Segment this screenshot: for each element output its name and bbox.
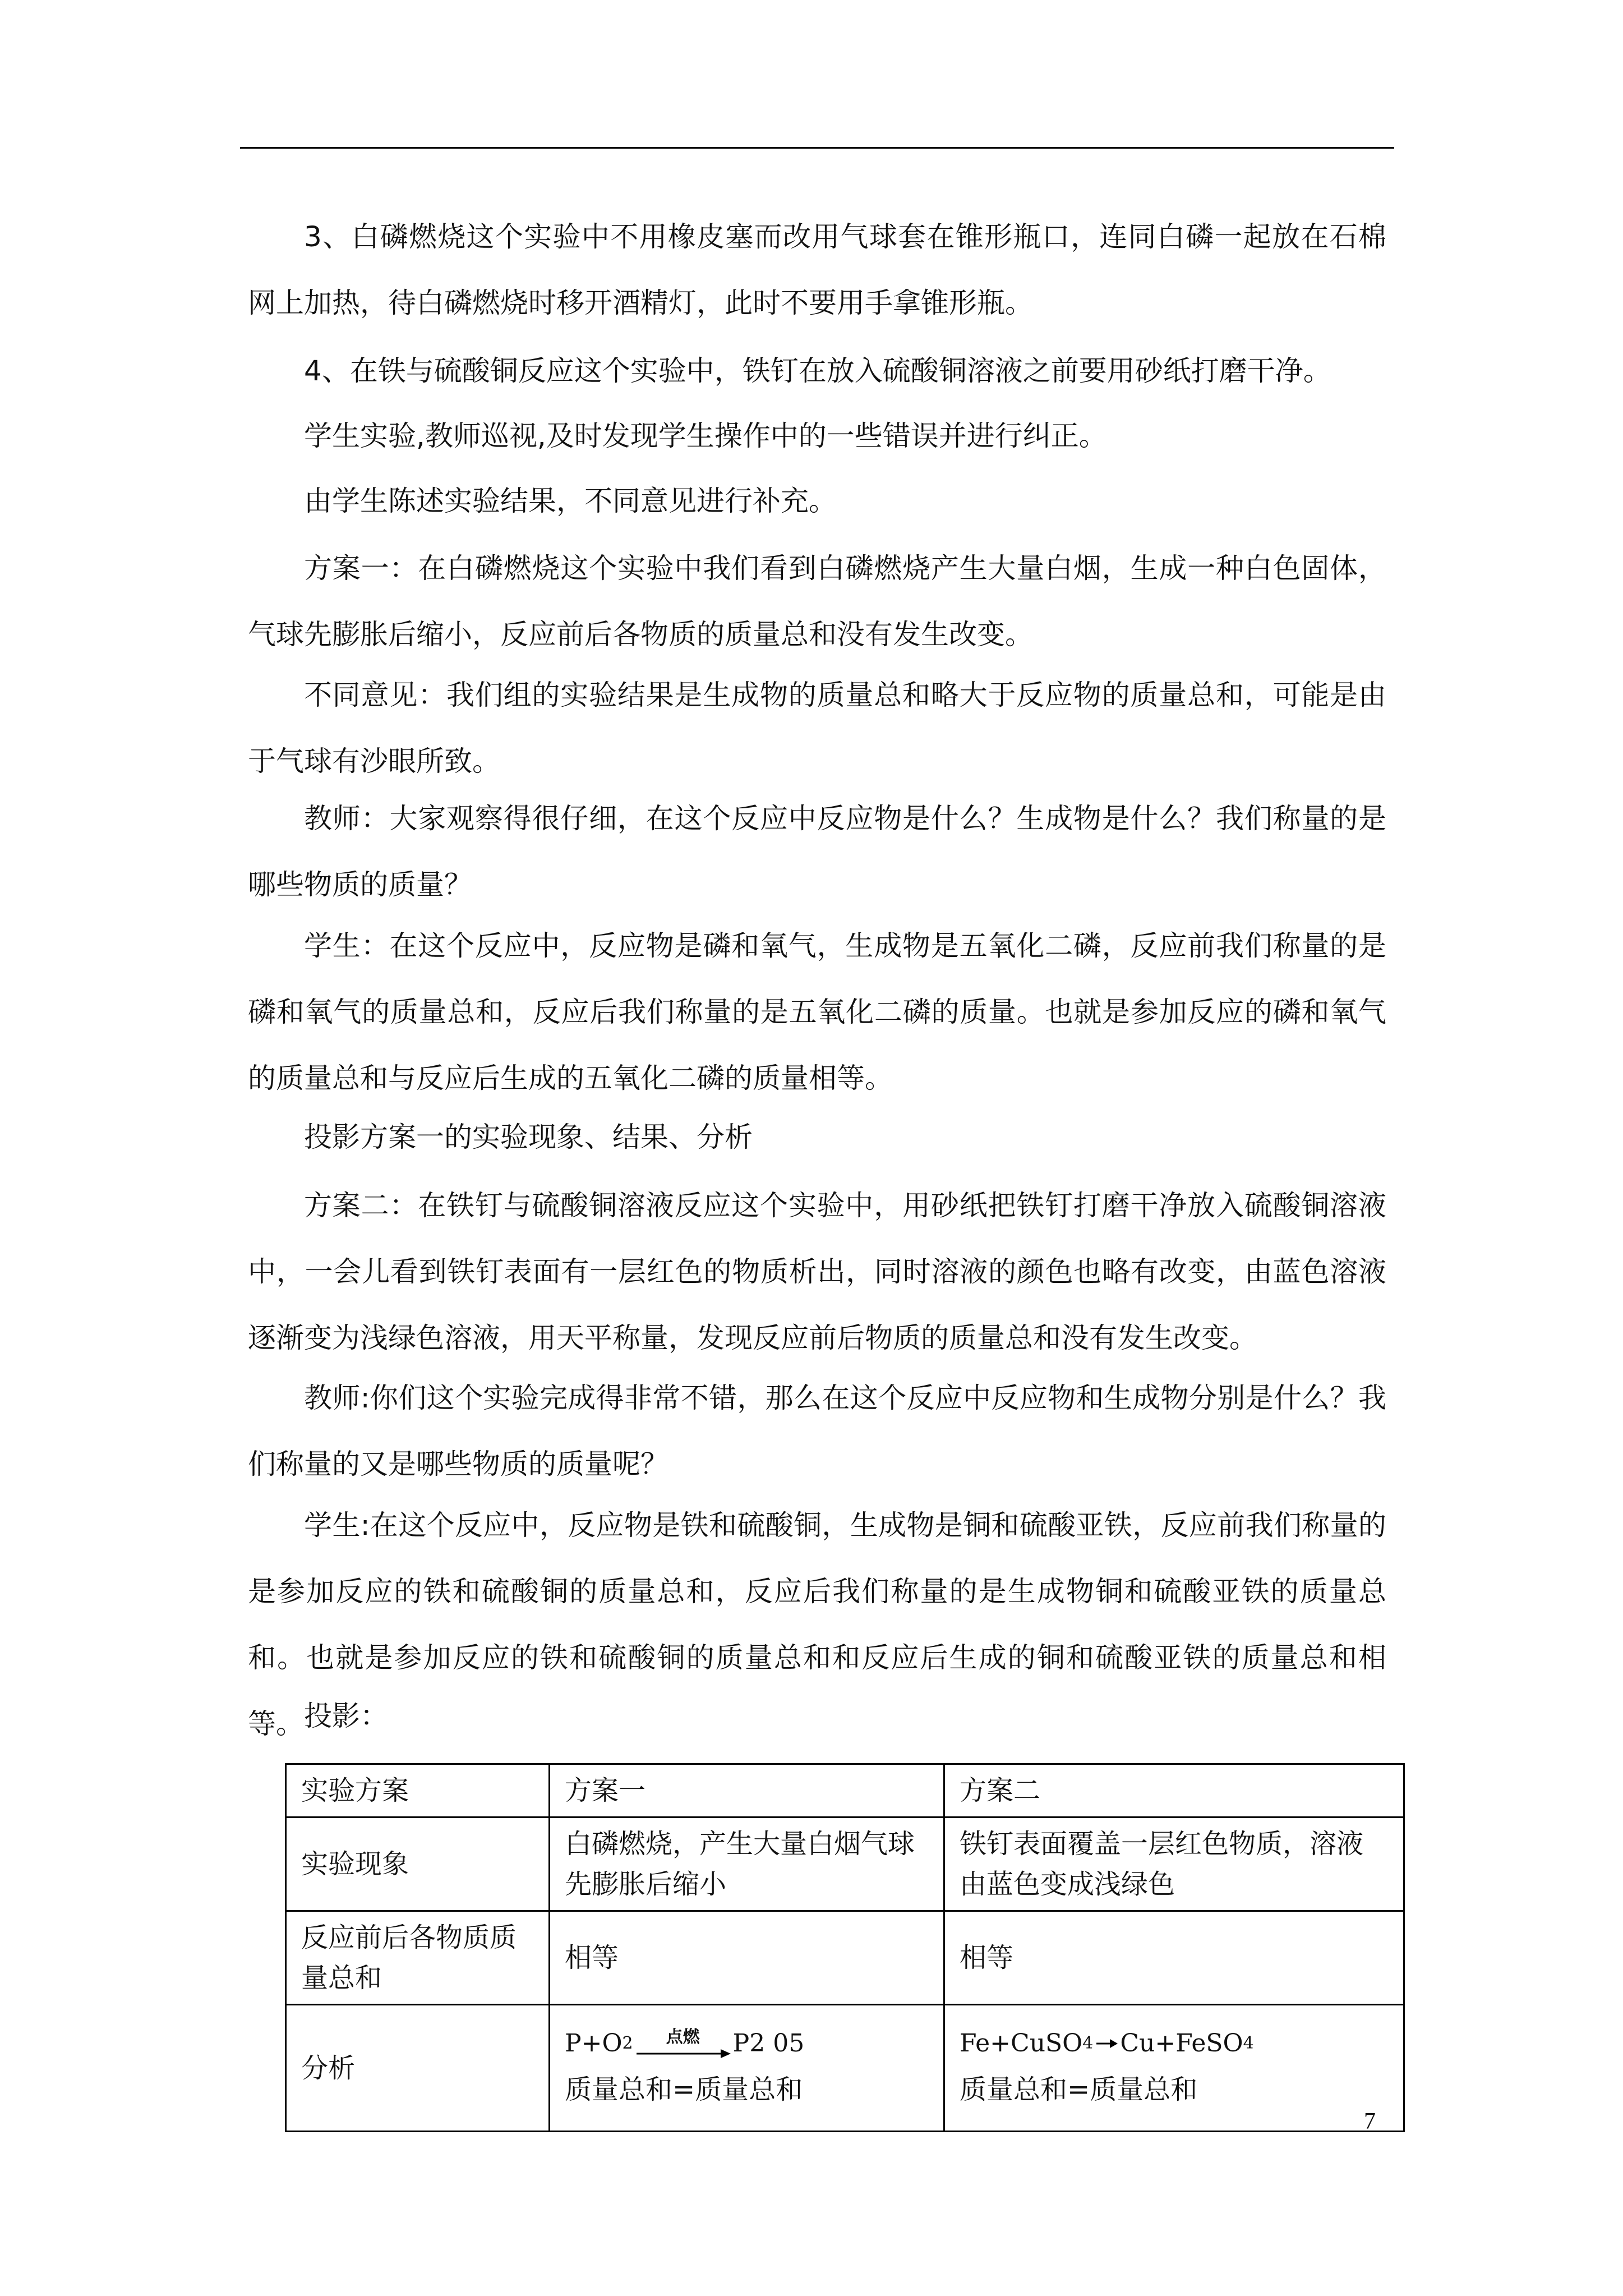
cell-phenomenon-plan-one: 白磷燃烧，产生大量白烟气球先膨胀后缩小 — [550, 1818, 944, 1911]
para-4-iron-nail: 4、在铁与硫酸铜反应这个实验中，铁钉在放入硫酸铜溶液之前要用砂纸打磨干净。 — [304, 355, 1331, 387]
cell-analysis-plan-two — [944, 2005, 1404, 2132]
eq1-product: P2 05 — [732, 2028, 805, 2058]
eq1-mass-note: 质量总和=质量总和 — [565, 2073, 803, 2105]
eq2-products: Cu+FeSO — [1120, 2028, 1243, 2058]
eq1-condition: 点燃 — [666, 2027, 700, 2047]
para-projection-1: 投影方案一的实验现象、结果、分析 — [304, 1121, 753, 1153]
cell-analysis-label: 分析 — [286, 2005, 550, 2132]
para-student-answer-2: 学生:在这个反应中，反应物是铁和硫酸铜，生成物是铜和硫酸亚铁，反应前我们称量的是参加反应的铁和硫酸铜的质量总和，反应后我们称量的是生成物铜和硫酸亚铁的质量总和。也就是参加反应的铁和硫酸铜的质量总和和反应后生成的铜和硫酸亚铁的质量总和相等。 — [248, 1509, 1386, 1740]
cell-analysis-plan-one — [550, 2005, 944, 2132]
cell-phenomenon-plan-two: 铁钉表面覆盖一层红色物质，溶液由蓝色变成浅绿色 — [944, 1818, 1404, 1911]
para-teacher-question-1: 教师：大家观察得很仔细，在这个反应中反应物是什么？生成物是什么？我们称量的是哪些物质的质量？ — [248, 802, 1386, 901]
para-plan-two: 方案二：在铁钉与硫酸铜溶液反应这个实验中，用砂纸把铁钉打磨干净放入硫酸铜溶液中，一会儿看到铁钉表面有一层红色的物质析出，同时溶液的颜色也略有改变，由蓝色溶液逐渐变为浅绿色溶液，用天平称量，发现反应前后物质的质量总和没有发生改变。 — [248, 1189, 1386, 1354]
equation-phosphorus — [565, 2027, 929, 2060]
cell-mass-plan-one: 相等 — [550, 1911, 944, 2005]
eq1-oxygen-subscript: 2 — [622, 2033, 633, 2053]
cell-mass-plan-two: 相等 — [944, 1911, 1404, 2005]
table-row-phenomenon — [286, 1818, 1404, 1911]
eq2-reactant-subscript: 4 — [1082, 2033, 1094, 2053]
cell-mass-label: 反应前后各物质质量总和 — [286, 1911, 550, 2005]
page-number: 7 — [1364, 2109, 1376, 2134]
eq1-arrow — [635, 2028, 731, 2060]
projection-table — [285, 1763, 1405, 2132]
para-student-answer-1: 学生：在这个反应中，反应物是磷和氧气，生成物是五氧化二磷，反应前我们称量的是磷和氧气的质量总和，反应后我们称量的是五氧化二磷的质量。也就是参加反应的磷和氧气的质量总和与反应后生成的五氧化二磷的质量相等。 — [248, 930, 1386, 1094]
equation-iron-copper-sulfate — [960, 2027, 1389, 2060]
para-different-opinion: 不同意见：我们组的实验结果是生成物的质量总和略大于反应物的质量总和，可能是由于气球有沙眼所致。 — [248, 679, 1386, 777]
header-cell-plan-two: 方案二 — [944, 1764, 1404, 1818]
eq2-product-subscript: 4 — [1243, 2033, 1254, 2053]
eq1-reactants: P+O — [565, 2028, 623, 2058]
arrow-right-icon — [635, 2047, 731, 2060]
header-cell-plan: 实验方案 — [286, 1764, 550, 1818]
table-header-row — [286, 1764, 1404, 1818]
header-rule — [240, 147, 1394, 149]
eq2-reactants: Fe+CuSO — [960, 2028, 1083, 2058]
table-row-analysis — [286, 2005, 1404, 2132]
para-teacher-question-2: 教师:你们这个实验完成得非常不错，那么在这个反应中反应物和生成物分别是什么？我们称量的又是哪些物质的质量呢？ — [248, 1382, 1386, 1480]
para-projection-label: 投影： — [304, 1700, 388, 1732]
para-student-experiment: 学生实验,教师巡视,及时发现学生操作中的一些错误并进行纠正。 — [304, 420, 1107, 452]
arrow-right-icon — [1095, 2035, 1118, 2052]
eq2-mass-note: 质量总和=质量总和 — [960, 2073, 1198, 2105]
header-cell-plan-one: 方案一 — [550, 1764, 944, 1818]
cell-phenomenon-label: 实验现象 — [286, 1818, 550, 1911]
para-3-balloon: 3、白磷燃烧这个实验中不用橡皮塞而改用气球套在锥形瓶口，连同白磷一起放在石棉网上加热，待白磷燃烧时移开酒精灯，此时不要用手拿锥形瓶。 — [248, 220, 1386, 319]
para-plan-one: 方案一：在白磷燃烧这个实验中我们看到白磷燃烧产生大量白烟，生成一种白色固体，气球先膨胀后缩小，反应前后各物质的质量总和没有发生改变。 — [248, 552, 1386, 651]
para-report-results: 由学生陈述实验结果，不同意见进行补充。 — [304, 485, 837, 517]
table-row-mass — [286, 1911, 1404, 2005]
